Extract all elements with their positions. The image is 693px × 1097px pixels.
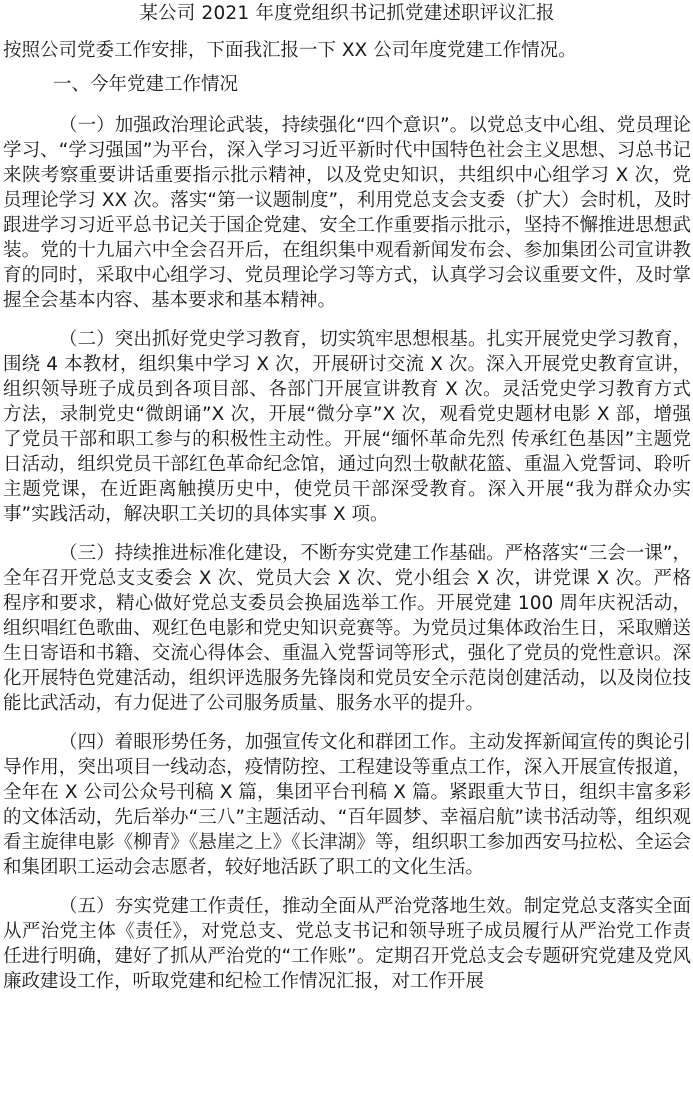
document-title: 某公司 2021 年度党组织书记抓党建述职评议汇报 bbox=[139, 3, 555, 24]
paragraph-4: （四）着眼形势任务，加强宣传文化和群团工作。主动发挥新闻宣传的舆论引导作用，突出项目一线动态，疫情防控、工程建设等重点工作，深入开展宣传报道，全年在 X 公司公众号刊稿 X 篇，集团平台刊稿 X 篇。紧跟重大节日，组织丰富多彩的文体活动，先后举办“三八”主题活动、“百年圆梦、幸福启航”读书活动等，组织观看主旋律电影《柳青》《悬崖之上》《长津湖》等，组织职工参加西安马拉松、全运会和集团职工运动会志愿者，较好地活跃了职工的文化生活。 bbox=[3, 732, 691, 878]
paragraph-1: （一）加强政治理论武装，持续强化“四个意识”。以党总支中心组、党员理论学习、“学习强国”为平台，深入学习习近平新时代中国特色社会主义思想、习总书记来陕考察重要讲话重要指示批示精神，以及党史知识，共组织中心组学习 X 次，党员理论学习 XX 次。落实“第一议题制度”，利用党总支会支委（扩大）会时机，及时跟进学习习近平总书记关于国企党建、安全工作重要指示批示，坚持不懈推进思想武装。党的十九届六中全会召开后，在组织集中观看新闻发布会、参加集团公司宣讲教育的同时，采取中心组学习、党员理论学习等方式，认真学习会议重要文件，及时掌握全会基本内容、基本要求和基本精神。 bbox=[3, 115, 691, 311]
section-heading: 一、今年党建工作情况 bbox=[53, 74, 239, 95]
paragraph-2: （二）突出抓好党史学习教育，切实筑牢思想根基。扎实开展党史学习教育，围绕 4 本教材，组织集中学习 X 次，开展研讨交流 X 次。深入开展党史教育宣讲，组织领导班子成员到各项目部、各部门开展宣讲教育 X 次。灵活党史学习教育方式方法，录制党史“微朗诵”X 次，开展“微分享”X 次，观看党史题材电影 X 部，增强了党员干部和职工参与的积极性主动性。开展“缅怀革命先烈 传承红色基因”主题党日活动，组织党员干部红色革命纪念馆，通过向烈士敬献花篮、重温入党誓词、聆听主题党课，在近距离触摸历史中，使党员干部深受教育。深入开展“我为群众办实事”实践活动，解决职工关切的具体实事 X 项。 bbox=[3, 329, 691, 525]
intro-paragraph: 按照公司党委工作安排，下面我汇报一下 XX 公司年度党建工作情况。 bbox=[3, 40, 577, 61]
paragraph-3: （三）持续推进标准化建设，不断夯实党建工作基础。严格落实“三会一课”，全年召开党总支支委会 X 次、党员大会 X 次、党小组会 X 次，讲党课 X 次。严格程序和要求，精心做好党总支委员会换届选举工作。开展党建 100 周年庆祝活动，组织唱红色歌曲、观红色电影和党史知识竞赛等。为党员过集体政治生日，采取赠送生日寄语和书籍、交流心得体会、重温入党誓词等形式，强化了党员的党性意识。深化开展特色党建活动，组织评选服务先锋岗和党员安全示范岗创建活动，以及岗位技能比武活动，有力促进了公司服务质量、服务水平的提升。 bbox=[3, 543, 691, 714]
paragraph-5: （五）夯实党建工作责任，推动全面从严治党落地生效。制定党总支落实全面从严治党主体《责任》，对党总支、党总支书记和领导班子成员履行从严治党工作责任进行明确，建好了抓从严治党的“工作账”。定期召开党总支会专题研究党建及党风廉政建设工作，听取党建和纪检工作情况汇报，对工作开展 bbox=[3, 896, 691, 992]
